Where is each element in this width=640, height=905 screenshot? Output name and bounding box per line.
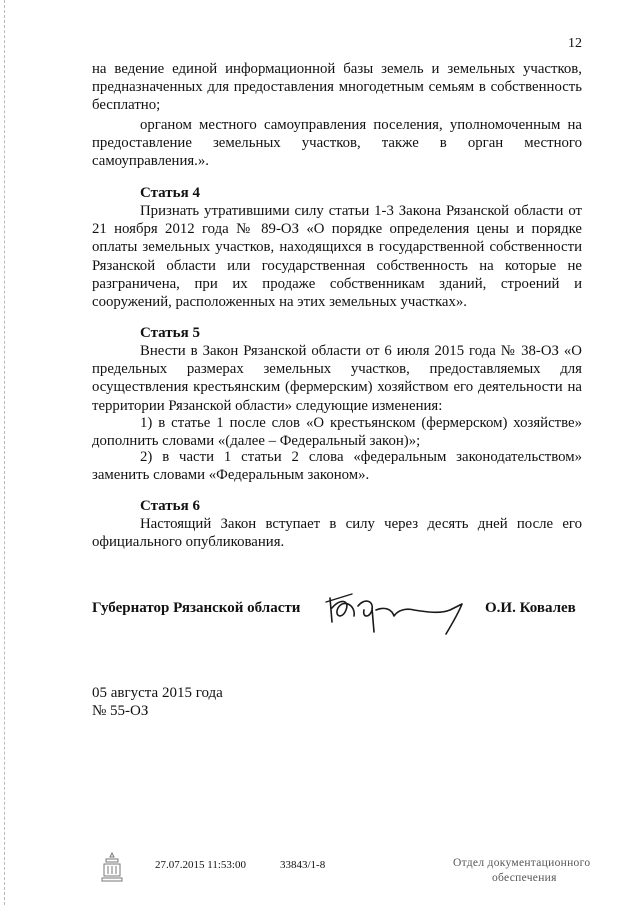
law-number: № 55-ОЗ bbox=[92, 703, 149, 719]
page-edge-line bbox=[4, 0, 5, 905]
footer-timestamp: 27.07.2015 11:53:00 bbox=[155, 859, 246, 871]
article-6-heading: Статья 6 bbox=[140, 498, 200, 514]
paragraph-continuation: на ведение единой информационной базы земель и земельных участков, предназначенных для предоставления многодетным семьям в собственность бесплатно; bbox=[92, 61, 582, 114]
article-5-text: Внести в Закон Рязанской области от 6 июля 2015 года № 38-ОЗ «О предельных размерах земельных участков, предоставляемых для осуществления крестьянским (фермерским) хозяйством его деятельности на территории Рязанской области» следующие изменения: bbox=[92, 343, 582, 414]
footer-code: 33843/1-8 bbox=[280, 859, 326, 871]
article-5-item-2: 2) в части 1 статьи 2 слова «федеральным законодательством» заменить словами «Федеральным законом». bbox=[92, 449, 582, 484]
article-4-heading: Статья 4 bbox=[140, 185, 200, 201]
handwritten-signature bbox=[322, 588, 482, 638]
page-number: 12 bbox=[568, 36, 582, 51]
coat-of-arms-icon bbox=[100, 852, 124, 882]
paragraph-authority: органом местного самоуправления поселения, уполномоченным на предоставление земельных участков, также в орган местного самоуправления.». bbox=[92, 117, 582, 170]
department-stamp-line-2: обеспечения bbox=[492, 872, 557, 884]
department-stamp-line-1: Отдел документационного bbox=[453, 857, 591, 869]
article-5-heading: Статья 5 bbox=[140, 325, 200, 341]
signatory-title: Губернатор Рязанской области bbox=[92, 600, 301, 616]
article-5-item-1: 1) в статье 1 после слов «О крестьянском (фермерском) хозяйстве» дополнить словами «(далее – Федеральный закон)»; bbox=[92, 415, 582, 450]
article-4-text: Признать утратившими силу статьи 1-3 Закона Рязанской области от 21 ноября 2012 года № 89-ОЗ «О порядке определения цены и порядке оплаты земельных участков, находящихся в государственной собственности Рязанской области или государственная собственность на которые не разграничена, при их продаже собственникам зданий, строений и сооружений, расположенных на этих земельных участках». bbox=[92, 203, 582, 311]
article-6-text: Настоящий Закон вступает в силу через десять дней после его официального опубликования. bbox=[92, 516, 582, 551]
signing-date: 05 августа 2015 года bbox=[92, 685, 223, 701]
signatory-name: О.И. Ковалев bbox=[485, 600, 576, 616]
